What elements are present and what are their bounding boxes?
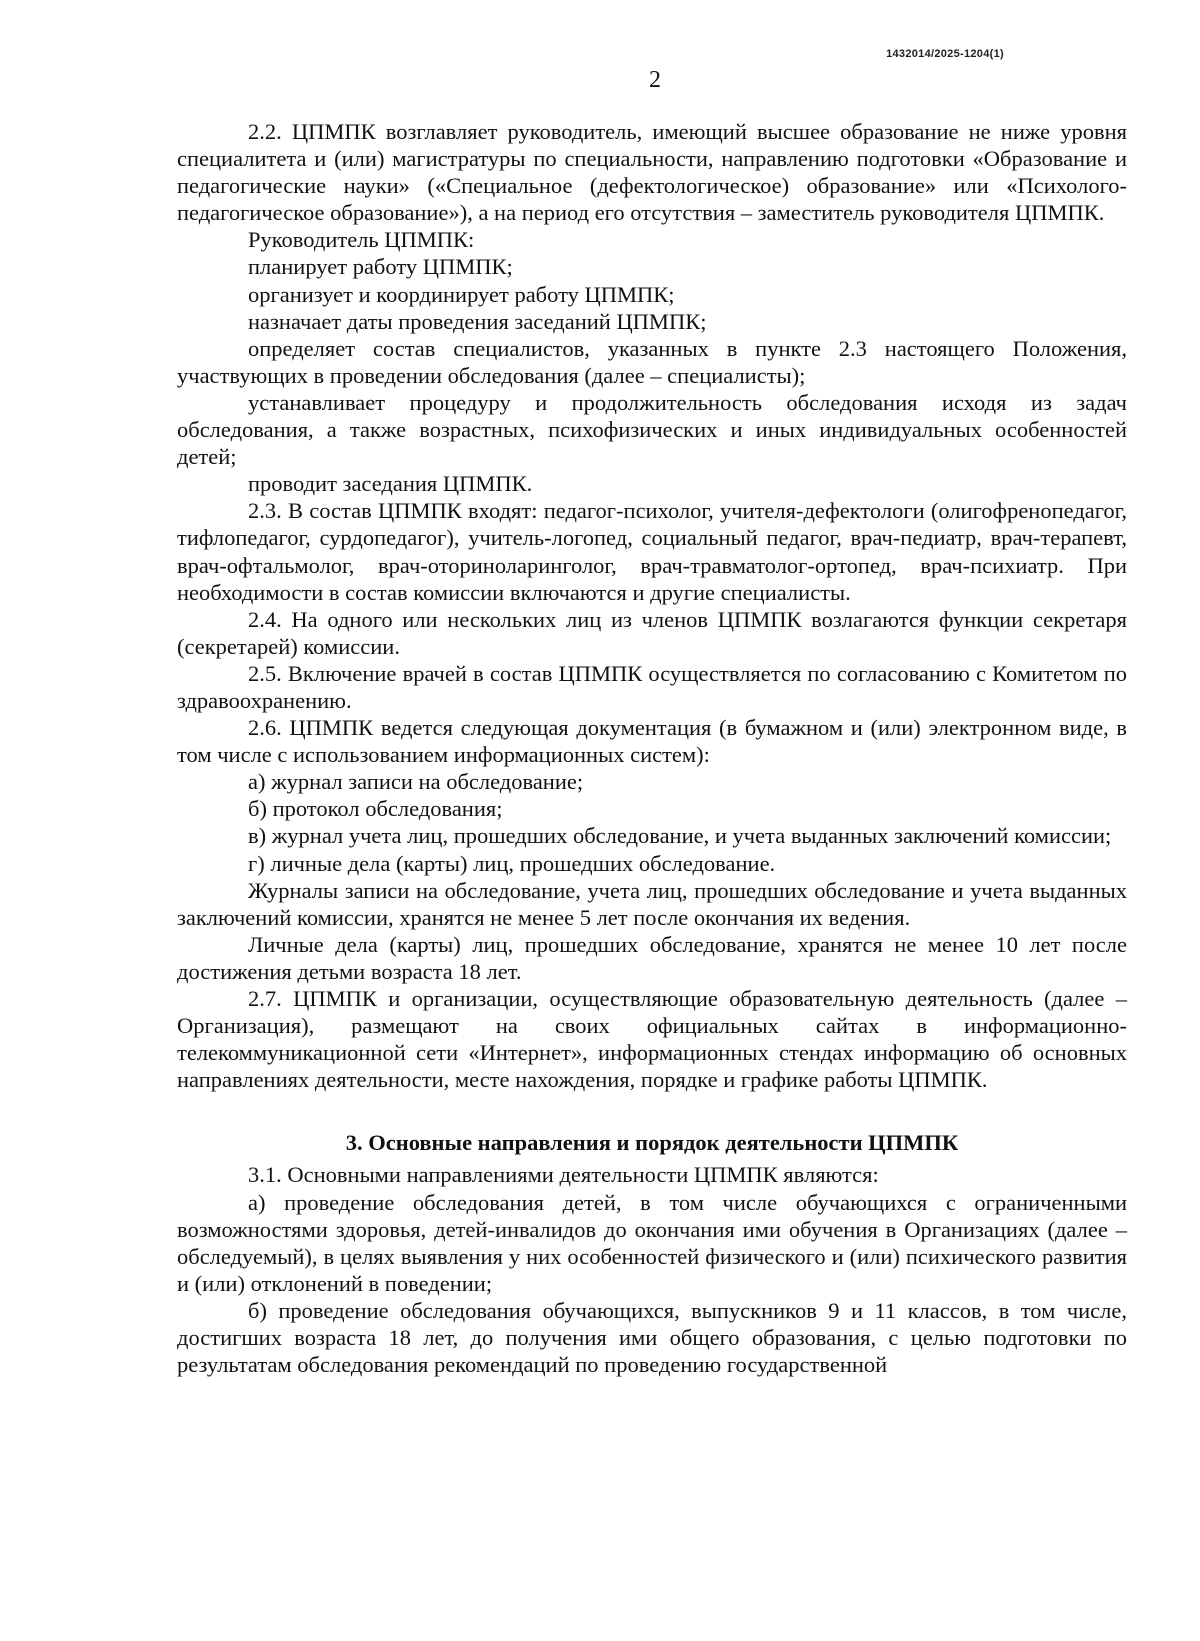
documentation-item: б) протокол обследования;: [248, 796, 503, 822]
paragraph-2-5: 2.5. Включение врачей в состав ЦПМПК осуществляется по согласованию с Комитетом по здравоохранению.: [177, 660, 1127, 713]
paragraph-2-2: 2.2. ЦПМПК возглавляет руководитель, имеющий высшее образование не ниже уровня специалитета и (или) магистратуры по специальности, направлению подготовки «Образование и педагогические науки» («Специальное (дефектологическое) образование» или «Психолого-педагогическое образование»), а на период его отсутствия – заместитель руководителя ЦПМПК.: [177, 119, 1127, 226]
direction-item: а) проведение обследования детей, в том числе обучающихся с ограниченными возможностями здоровья, детей-инвалидов до окончания ими обучения в Организациях (далее – обследуемый), в целях выявления у них особенностей физического и (или) психического развития и (или) отклонений в поведении;: [177, 1189, 1127, 1296]
head-duty-item: организует и координирует работу ЦПМПК;: [248, 281, 675, 307]
documentation-item: г) личные дела (карты) лиц, прошедших обследование.: [248, 850, 776, 876]
page-number: 2: [649, 67, 661, 93]
head-duty-item: назначает даты проведения заседаний ЦПМПК;: [248, 308, 707, 334]
head-duties-intro: Руководитель ЦПМПК:: [248, 227, 475, 253]
head-duty-item: устанавливает процедуру и продолжительность обследования исходя из задач обследования, а также возрастных, психофизических и иных индивидуальных особенностей детей;: [177, 389, 1127, 470]
storage-paragraph: Журналы записи на обследование, учета лиц, прошедших обследование и учета выданных заключений комиссии, хранятся не менее 5 лет после окончания их ведения.: [177, 877, 1127, 930]
paragraph-2-6: 2.6. ЦПМПК ведется следующая документация (в бумажном и (или) электронном виде, в том числе с использованием информационных систем):: [177, 715, 1127, 768]
paragraph-2-3: 2.3. В состав ЦПМПК входят: педагог-психолог, учителя-дефектологи (олигофренопедагог, тифлопедагог, сурдопедагог), учитель-логопед, социальный педагог, врач-педиатр, врач-терапевт, врач-офтальмолог, врач-оториноларинголог, врач-травматолог-ортопед, врач-психиатр. При необходимости в состав комиссии включаются и другие специалисты.: [177, 498, 1127, 605]
document-registration-number: 1432014/2025-1204(1): [886, 48, 1004, 60]
paragraph-3-1: 3.1. Основными направлениями деятельности ЦПМПК являются:: [248, 1162, 879, 1188]
documentation-item: а) журнал записи на обследование;: [248, 769, 584, 795]
document-body: [177, 118, 1127, 1378]
documentation-item: в) журнал учета лиц, прошедших обследование, и учета выданных заключений комиссии;: [248, 823, 1112, 849]
head-duty-item: проводит заседания ЦПМПК.: [248, 471, 533, 497]
direction-item: б) проведение обследования обучающихся, выпускников 9 и 11 классов, в том числе, достигших возраста 18 лет, до получения ими общего образования, с целью подготовки по результатам обследования рекомендаций по проведению государственной: [177, 1297, 1127, 1378]
paragraph-2-7: 2.7. ЦПМПК и организации, осуществляющие образовательную деятельность (далее – Организация), размещают на своих официальных сайтах в информационно-телекоммуникационной сети «Интернет», информационных стендах информацию об основных направлениях деятельности, месте нахождения, порядке и графике работы ЦПМПК.: [177, 986, 1127, 1093]
storage-paragraph: Личные дела (карты) лиц, прошедших обследование, хранятся не менее 10 лет после достижения детьми возраста 18 лет.: [177, 931, 1127, 984]
paragraph-2-4: 2.4. На одного или нескольких лиц из членов ЦПМПК возлагаются функции секретаря (секретарей) комиссии.: [177, 606, 1127, 659]
head-duty-item: планирует работу ЦПМПК;: [248, 254, 513, 280]
head-duty-item: определяет состав специалистов, указанных в пункте 2.3 настоящего Положения, участвующих в проведении обследования (далее – специалисты);: [177, 335, 1127, 388]
section-3-title: 3. Основные направления и порядок деятельности ЦПМПК: [345, 1130, 959, 1156]
